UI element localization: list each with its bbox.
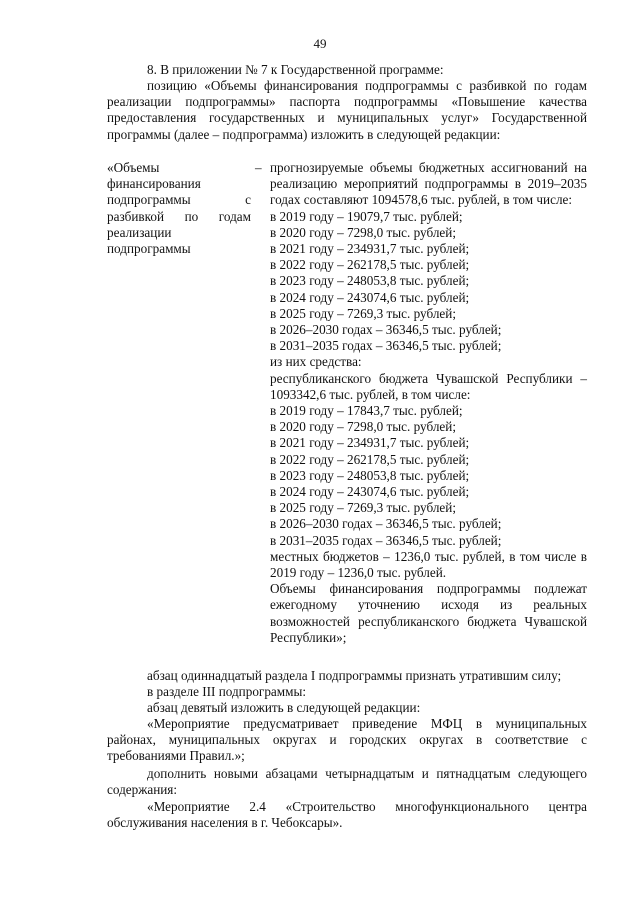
table-dash: – — [255, 160, 262, 175]
after-paragraph-1: абзац одиннадцатый раздела I подпрограммы признать утратившим силу; — [147, 668, 562, 683]
republic-year-row: в 2024 году – 243074,6 тыс. рублей; — [270, 484, 470, 500]
total-year-row: в 2024 году – 243074,6 тыс. рублей; — [270, 289, 470, 305]
funding-note: Объемы финансирования подпрограммы подлежат ежегодному уточнению исходя из реальных возможностей республиканского бюджета Чувашской Республики»; — [270, 581, 587, 645]
total-year-row: в 2025 году – 7269,3 тыс. рублей; — [270, 305, 456, 321]
republic-year-row: в 2025 году – 7269,3 тыс. рублей; — [270, 500, 456, 516]
funding-lead: прогнозируемые объемы бюджетных ассигнований на реализацию мероприятий подпрограммы в 2019–2035 годах составляют 1094578,6 тыс. рублей, в том числе: — [270, 160, 587, 208]
table-right-cell — [270, 160, 587, 646]
republic-year-row: в 2026–2030 годах – 36346,5 тыс. рублей; — [270, 516, 502, 532]
after-paragraph-5: дополнить новыми абзацами четырнадцатым и пятнадцатым следующего содержания: — [107, 766, 587, 798]
total-year-row: в 2031–2035 годах – 36346,5 тыс. рублей; — [270, 338, 502, 354]
total-year-row: в 2023 году – 248053,8 тыс. рублей; — [270, 273, 470, 289]
after-paragraph-2: в разделе III подпрограммы: — [147, 684, 307, 699]
total-year-row: в 2021 году – 234931,7 тыс. рублей; — [270, 241, 470, 257]
after-paragraph-3: абзац девятый изложить в следующей редакции: — [147, 700, 421, 715]
republic-year-row: в 2020 году – 7298,0 тыс. рублей; — [270, 419, 456, 435]
after-paragraph-6: «Мероприятие 2.4 «Строительство многофункционального центра обслуживания населения в г. Чебоксары». — [107, 799, 587, 831]
republic-year-row: в 2021 году – 234931,7 тыс. рублей; — [270, 435, 470, 451]
item-8-heading: 8. В приложении № 7 к Государственной программе: — [147, 62, 444, 77]
republic-year-row: в 2019 году – 17843,7 тыс. рублей; — [270, 403, 463, 419]
table-left-cell: «Объемы финансирования подпрограммы с разбивкой по годам реализации подпрограммы — [107, 160, 251, 257]
page-number: 49 — [313, 36, 327, 51]
intro-paragraph: позицию «Объемы финансирования подпрограммы с разбивкой по годам реализации подпрограммы» паспорта подпрограммы «Повышение качества предоставления государственных и муниципальных услуг» Государственной программы (далее – подпрограмма) изложить в следующей редакции: — [107, 78, 587, 142]
republic-year-row: в 2031–2035 годах – 36346,5 тыс. рублей; — [270, 532, 502, 548]
local-budget: местных бюджетов – 1236,0 тыс. рублей, в том числе в 2019 году – 1236,0 тыс. рублей. — [270, 548, 587, 581]
republic-year-row: в 2023 году – 248053,8 тыс. рублей; — [270, 467, 470, 483]
total-year-row: в 2020 году – 7298,0 тыс. рублей; — [270, 224, 456, 240]
total-year-row: в 2022 году – 262178,5 тыс. рублей; — [270, 257, 470, 273]
after-paragraph-4: «Мероприятие предусматривает приведение МФЦ в муниципальных районах, муниципальных округах и городских округах в соответствие с требованиями Правил.»; — [107, 716, 587, 764]
republic-budget: республиканского бюджета Чувашской Республики – 1093342,6 тыс. рублей, в том числе: — [270, 370, 587, 402]
republic-year-row: в 2022 году – 262178,5 тыс. рублей; — [270, 451, 470, 467]
total-year-row: в 2019 году – 19079,7 тыс. рублей; — [270, 208, 463, 224]
of-them-label: из них средства: — [270, 354, 362, 370]
total-year-row: в 2026–2030 годах – 36346,5 тыс. рублей; — [270, 322, 502, 338]
